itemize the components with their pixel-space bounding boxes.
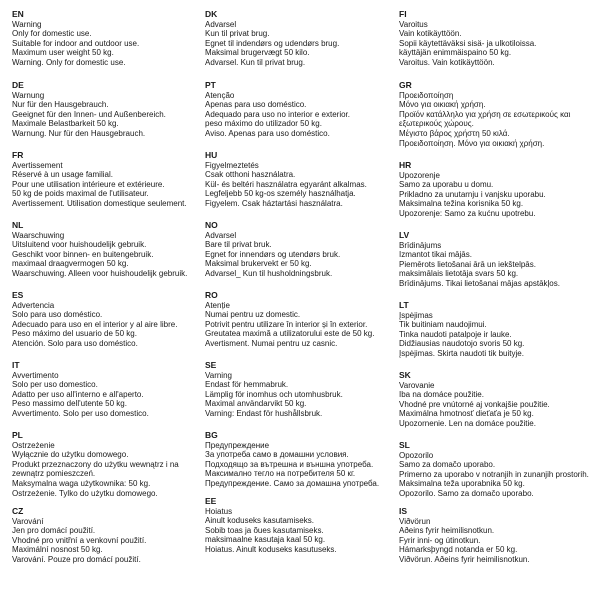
warning-line: Kun til privat brug. — [205, 29, 270, 39]
warning-line: Jen pro domácí použití. — [12, 526, 96, 536]
warning-heading: Brīdinājums — [399, 240, 442, 250]
language-block — [205, 221, 395, 279]
warning-heading: Advarsel — [205, 230, 237, 240]
warning-line: Legfeljebb 50 kg-os személy használhatja. — [205, 189, 356, 199]
language-block — [399, 441, 594, 499]
warning-heading: Warnung — [12, 90, 45, 100]
warning-line: Maksimal brukervekt er 50 kg. — [205, 259, 312, 269]
language-code: NO — [205, 220, 218, 230]
warning-line: Vhodné pro vnitřní a venkovní použití. — [12, 535, 147, 545]
language-block — [12, 361, 204, 419]
language-block — [12, 151, 204, 209]
warning-line: Μόνο για οικιακή χρήση. — [399, 100, 486, 110]
warning-heading: Предупреждение — [205, 440, 270, 450]
warning-line: Maximale Belastbarkeit 50 kg. — [12, 119, 119, 129]
language-block — [12, 81, 204, 139]
warning-line: Geschikt voor binnen- en buitengebruik. — [12, 249, 154, 259]
warning-line: Tik buitiniam naudojimui. — [399, 320, 487, 330]
language-block — [205, 10, 395, 68]
language-code: HU — [205, 150, 218, 160]
language-block — [399, 507, 594, 565]
warning-line: Atención. Solo para uso doméstico. — [12, 338, 138, 348]
warning-line: Sopii käytettäväksi sisä- ja ulkotiloissa. — [399, 38, 537, 48]
warning-heading: Advertencia — [12, 300, 55, 310]
warning-line: Viðvörun. Aðeins fyrir heimilisnotkun. — [399, 554, 530, 564]
warning-line: Peso máximo del usuario de 50 kg. — [12, 329, 137, 339]
warning-line: Piemērots lietošanai ārā un iekštelpās. — [399, 259, 536, 269]
warning-line: За употреба само в домашни условия. — [205, 450, 349, 460]
warning-line: Maksimal brugervægt 50 kilo. — [205, 48, 310, 58]
language-block — [12, 221, 204, 279]
language-code: CZ — [12, 506, 24, 516]
warning-line: peso máximo do utilizador 50 kg. — [205, 119, 322, 129]
warning-line: Brīdinājums. Tikai lietošanai mājas apstākļos. — [399, 278, 560, 288]
warning-line: Максимално тегло на потребителя 50 кг. — [205, 469, 356, 479]
warning-line: Μέγιστο βάρος χρήστη 50 κιλά. — [399, 128, 510, 138]
warning-heading: Viðvörun — [399, 516, 431, 526]
language-code: IT — [12, 360, 20, 370]
language-code: NL — [12, 220, 24, 230]
language-block — [399, 10, 594, 68]
warning-heading: Įspėjimas — [399, 310, 433, 320]
warning-line: Izmantot tikai mājās. — [399, 250, 472, 260]
warning-line: Maximum user weight 50 kg. — [12, 48, 114, 58]
language-code: ES — [12, 290, 24, 300]
language-block — [399, 81, 594, 148]
language-block — [399, 371, 594, 429]
warning-line: Maximální nosnost 50 kg. — [12, 545, 103, 555]
warning-columns — [12, 10, 592, 595]
warning-line: Avvertimento. Solo per uso domestico. — [12, 408, 149, 418]
language-code: GR — [399, 80, 412, 90]
warning-line: Figyelem. Csak háztartási használatra. — [205, 198, 343, 208]
language-block — [399, 161, 594, 219]
language-code: FR — [12, 150, 24, 160]
warning-line: Numai pentru uz domestic. — [205, 310, 301, 320]
warning-line: Wyłącznie do użytku domowego. — [12, 450, 129, 460]
language-code: BG — [205, 430, 218, 440]
warning-line: Advarsel. Kun til privat brug. — [205, 57, 306, 67]
warning-line: Aviso. Apenas para uso doméstico. — [205, 128, 330, 138]
warning-line: Pour une utilisation intérieure et extérieure. — [12, 179, 165, 189]
warning-line: Egnet til indendørs og udendørs brug. — [205, 38, 340, 48]
language-code: SK — [399, 370, 411, 380]
warning-line: 50 kg de poids maximal de l'utilisateur. — [12, 189, 149, 199]
warning-line: Hoiatus. Ainult koduseks kasutuseks. — [205, 544, 337, 554]
warning-line: Adecuado para uso en el interior y al aire libre. — [12, 319, 178, 329]
warning-line: Egnet for innendørs og utendørs bruk. — [205, 249, 341, 259]
warning-heading: Hoiatus — [205, 506, 233, 516]
warning-line: Geeignet für den Innen- und Außenbereich. — [12, 109, 166, 119]
warning-line: Only for domestic use. — [12, 29, 92, 39]
language-block — [205, 291, 395, 349]
language-code: SL — [399, 440, 410, 450]
warning-line: Upozorenje: Samo za kućnu upotrebu. — [399, 208, 536, 218]
language-block — [12, 10, 204, 68]
warning-line: Samo za domačo uporabo. — [399, 460, 496, 470]
warning-heading: Waarschuwing — [12, 230, 65, 240]
warning-line: maksimālais lietotāja svars 50 kg. — [399, 269, 519, 279]
warning-line: Didžiausias naudotojo svoris 50 kg. — [399, 339, 525, 349]
language-code: DK — [205, 9, 218, 19]
warning-line: Maksimalna težina korisnika 50 kg. — [399, 199, 524, 209]
warning-line: Προειδοποίηση. Μόνο για οικιακή χρήση. — [399, 138, 545, 148]
warning-line: Apenas para uso doméstico. — [205, 100, 307, 110]
warning-heading: Avertissement — [12, 160, 63, 170]
warning-line: Ainult koduseks kasutamiseks. — [205, 516, 314, 526]
warning-line: Varoitus. Vain kotikäyttöön. — [399, 57, 495, 67]
warning-heading: Opozorilo — [399, 450, 434, 460]
language-block — [205, 81, 395, 139]
warning-line: Solo para uso doméstico. — [12, 310, 103, 320]
warning-line: Opozorilo. Samo za domačo uporabo. — [399, 488, 534, 498]
warning-heading: Ostrzeżenie — [12, 440, 55, 450]
warning-heading: Varning — [205, 370, 232, 380]
language-block — [205, 431, 395, 489]
warning-line: Adatto per uso all'interno e all'aperto. — [12, 389, 144, 399]
warning-heading: Figyelmeztetés — [205, 160, 259, 170]
warning-line: Réservé à un usage familial. — [12, 170, 113, 180]
language-code: LT — [399, 300, 409, 310]
warning-line: Nur für den Hausgebrauch. — [12, 100, 109, 110]
language-block — [205, 361, 395, 419]
warning-line: Produkt przeznaczony do użytku wewnątrz i na zewnątrz pomieszczeń. — [12, 459, 179, 479]
warning-line: Vhodné pre vnútorné aj vonkajšie použitie. — [399, 399, 550, 409]
warning-line: Maksymalna waga użytkownika: 50 kg. — [12, 478, 151, 488]
language-code: LV — [399, 230, 410, 240]
warning-line: maksimaalne kasutaja kaal 50 kg. — [205, 535, 326, 545]
warning-line: Sobib toas ja õues kasutamiseks. — [205, 525, 324, 535]
warning-line: Iba na domáce použitie. — [399, 390, 484, 400]
warning-line: Avertisment. Numai pentru uz casnic. — [205, 338, 338, 348]
warning-line: Varování. Pouze pro domácí použití. — [12, 554, 141, 564]
language-block — [205, 151, 395, 209]
warning-line: Potrivit pentru utilizare în interior și în exterior. — [205, 319, 368, 329]
warning-line: Kül- és beltéri használatra egyaránt alkalmas. — [205, 179, 367, 189]
language-code: RO — [205, 290, 218, 300]
warning-line: Varning: Endast för hushållsbruk. — [205, 408, 323, 418]
warning-line: Προϊόν κατάλληλο για χρήση σε εσωτερικούς και εξωτερικούς χώρους. — [399, 109, 571, 129]
warning-heading: Advarsel — [205, 19, 237, 29]
language-block — [399, 231, 594, 289]
warning-line: Samo za uporabu u domu. — [399, 180, 494, 190]
warning-line: Aðeins fyrir heimilisnotkun. — [399, 526, 495, 536]
warning-line: Warning. Only for domestic use. — [12, 57, 126, 67]
language-code: FI — [399, 9, 407, 19]
warning-line: Warnung. Nur für den Hausgebrauch. — [12, 128, 146, 138]
warning-line: Prikladno za unutarnju i vanjsku uporabu. — [399, 189, 546, 199]
language-code: PL — [12, 430, 23, 440]
language-code: PT — [205, 80, 216, 90]
warning-line: Maximálna hmotnosť dieťaťa je 50 kg. — [399, 409, 534, 419]
warning-heading: Avvertimento — [12, 370, 59, 380]
language-code: EN — [12, 9, 24, 19]
warning-line: Avertissement. Utilisation domestique seulement. — [12, 198, 187, 208]
language-code: IS — [399, 506, 408, 516]
warning-line: Csak otthoni használatra. — [205, 170, 296, 180]
warning-line: Greutatea maximă a utilizatorului este de 50 kg. — [205, 329, 375, 339]
warning-line: Primerno za uporabo v notranjih in zunanjih prostorih. — [399, 469, 589, 479]
warning-line: Maksimalna teža uporabnika 50 kg. — [399, 479, 525, 489]
warning-line: Предупреждение. Само за домашна употреба. — [205, 478, 380, 488]
warning-line: Advarsel_ Kun til husholdningsbruk. — [205, 268, 333, 278]
warning-heading: Varování — [12, 516, 44, 526]
warning-line: Hámarksþyngd notanda er 50 kg. — [399, 545, 518, 555]
warning-line: Bare til privat bruk. — [205, 240, 272, 250]
warning-heading: Upozorenje — [399, 170, 440, 180]
warning-line: Fyrir inni- og útinotkun. — [399, 535, 481, 545]
warning-heading: Atenção — [205, 90, 235, 100]
warning-line: Adequado para uso no interior e exterior. — [205, 109, 350, 119]
warning-line: Подходящо за вътрешна и външна употреба. — [205, 459, 374, 469]
language-block — [399, 301, 594, 359]
warning-heading: Varovanie — [399, 380, 435, 390]
warning-line: Waarschuwing. Alleen voor huishoudelijk gebruik. — [12, 268, 188, 278]
language-block — [12, 507, 204, 565]
warning-line: Solo per uso domestico. — [12, 380, 98, 390]
warning-line: Maximal användarvikt 50 kg. — [205, 399, 307, 409]
language-code: DE — [12, 80, 24, 90]
warning-line: Tinka naudoti patalpoje ir lauke. — [399, 329, 512, 339]
warning-heading: Warning — [12, 19, 42, 29]
warning-line: käyttäjän enimmäispaino 50 kg. — [399, 48, 512, 58]
language-block — [205, 497, 395, 555]
warning-line: Upozornenie. Len na domáce použitie. — [399, 418, 536, 428]
language-block — [12, 431, 204, 498]
language-code: EE — [205, 496, 217, 506]
warning-line: Lämplig för inomhus och utomhusbruk. — [205, 389, 343, 399]
warning-line: Endast för hemmabruk. — [205, 380, 289, 390]
warning-line: Uitsluitend voor huishoudelijk gebruik. — [12, 240, 147, 250]
warning-line: Įspėjimas. Skirta naudoti tik buityje. — [399, 348, 524, 358]
warning-line: Peso massimo dell'utente 50 kg. — [12, 399, 127, 409]
language-code: SE — [205, 360, 217, 370]
warning-heading: Varoitus — [399, 19, 428, 29]
warning-line: Suitable for indoor and outdoor use. — [12, 38, 140, 48]
warning-line: Ostrzeżenie. Tylko do użytku domowego. — [12, 488, 158, 498]
warning-line: Vain kotikäyttöön. — [399, 29, 462, 39]
warning-line: maximaal draagvermogen 50 kg. — [12, 259, 129, 269]
warning-heading: Atenție — [205, 300, 230, 310]
language-code: HR — [399, 160, 412, 170]
language-block — [12, 291, 204, 349]
warning-heading: Προειδοποίηση — [399, 90, 454, 100]
